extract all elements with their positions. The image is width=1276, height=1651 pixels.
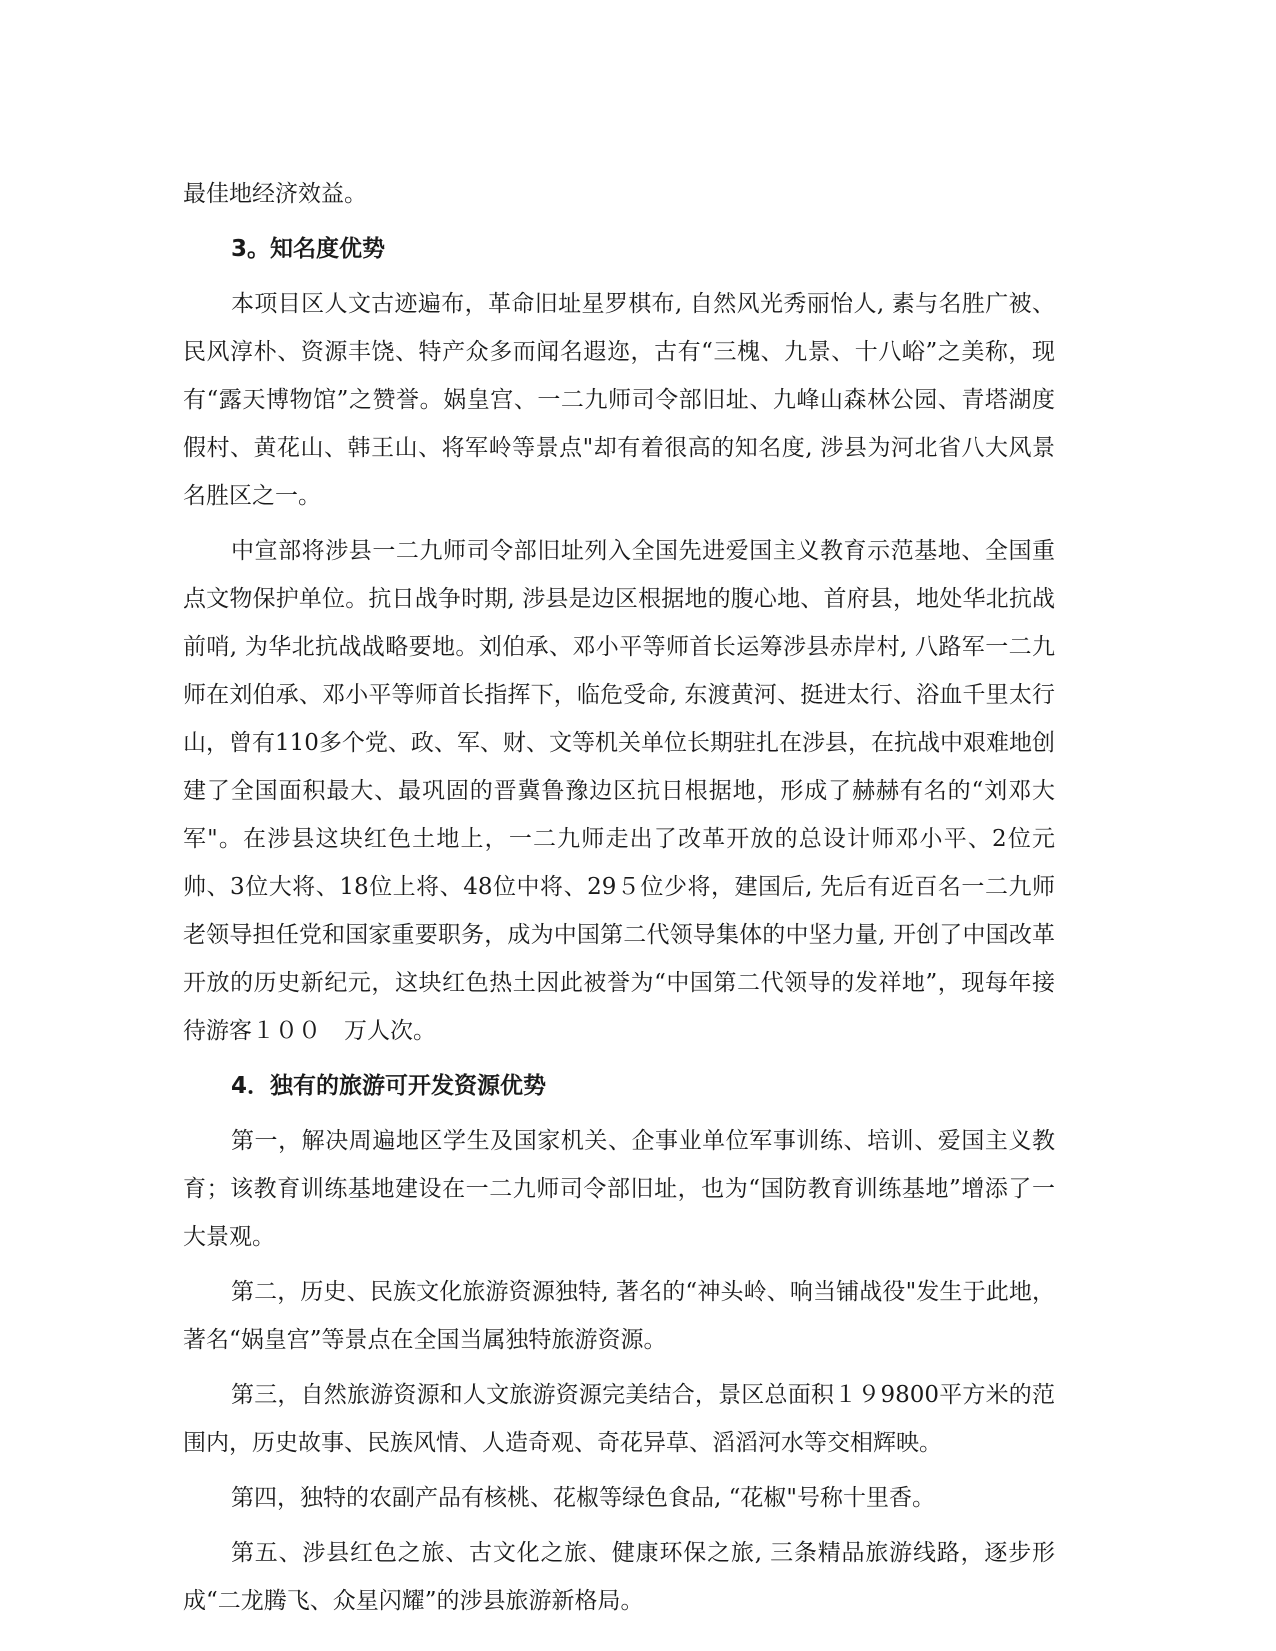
- paragraph-first: 第一，解决周遍地区学生及国家机关、企事业单位军事训练、培训、爱国主义教育；该教育训练基地建设在一二九师司令部旧址，也为“国防教育训练基地”增添了一大景观。: [183, 1128, 1055, 1250]
- section-heading-3: 3。知名度优势: [231, 236, 386, 262]
- paragraph-continuation: 最佳地经济效益。: [183, 181, 367, 207]
- paragraph-history: 中宣部将涉县一二九师司令部旧址列入全国先进爱国主义教育示范基地、全国重点文物保护单位。抗日战争时期, 涉县是边区根据地的腹心地、首府县，地处华北抗战前哨, 为华北抗战战略要地。刘伯承、邓小平等师首长运筹涉县赤岸村, 八路军一二九师在刘伯承、邓小平等师首长指挥下，临危受命, 东渡黄河、挺进太行、浴血千里太行山，曾有110多个党、政、军、财、文等机关单位长期驻扎在涉县，在抗战中艰难地创建了全国面积最大、最巩固的晋冀鲁豫边区抗日根据地，形成了赫赫有名的“刘邓大军"。在涉县这块红色土地上，一二九师走出了改革开放的总设计师邓小平、2位元帅、3位大将、18位上将、48位中将、29５位少将，建国后, 先后有近百名一二九师老领导担任党和国家重要职务，成为中国第二代领导集体的中坚力量, 开创了中国改革开放的历史新纪元，这块红色热土因此被誉为“中国第二代领导的发祥地”，现每年接待游客１００ 万人次。: [183, 538, 1055, 1044]
- paragraph-second: 第二，历史、民族文化旅游资源独特, 著名的“神头岭、响当铺战役"发生于此地，著名“娲皇宫”等景点在全国当属独特旅游资源。: [183, 1279, 1055, 1353]
- paragraph-third: 第三，自然旅游资源和人文旅游资源完美结合，景区总面积１９9800平方米的范围内，历史故事、民族风情、人造奇观、奇花异草、滔滔河水等交相辉映。: [183, 1382, 1055, 1456]
- paragraph-reputation: 本项目区人文古迹遍布，革命旧址星罗棋布, 自然风光秀丽怡人, 素与名胜广被、民风淳朴、资源丰饶、特产众多而闻名遐迩，古有“三槐、九景、十八峪”之美称，现有“露天博物馆”之赞誉。娲皇宫、一二九师司令部旧址、九峰山森林公园、青塔湖度假村、黄花山、韩王山、将军岭等景点"却有着很高的知名度, 涉县为河北省八大风景名胜区之一。: [183, 291, 1055, 509]
- document-body: [183, 170, 1055, 1625]
- section-heading-4: 4．独有的旅游可开发资源优势: [231, 1073, 547, 1099]
- paragraph-fifth: 第五、涉县红色之旅、古文化之旅、健康环保之旅, 三条精品旅游线路，逐步形成“二龙腾飞、众星闪耀”的涉县旅游新格局。: [183, 1540, 1055, 1614]
- paragraph-fourth: 第四，独特的农副产品有核桃、花椒等绿色食品, “花椒"号称十里香。: [231, 1485, 935, 1511]
